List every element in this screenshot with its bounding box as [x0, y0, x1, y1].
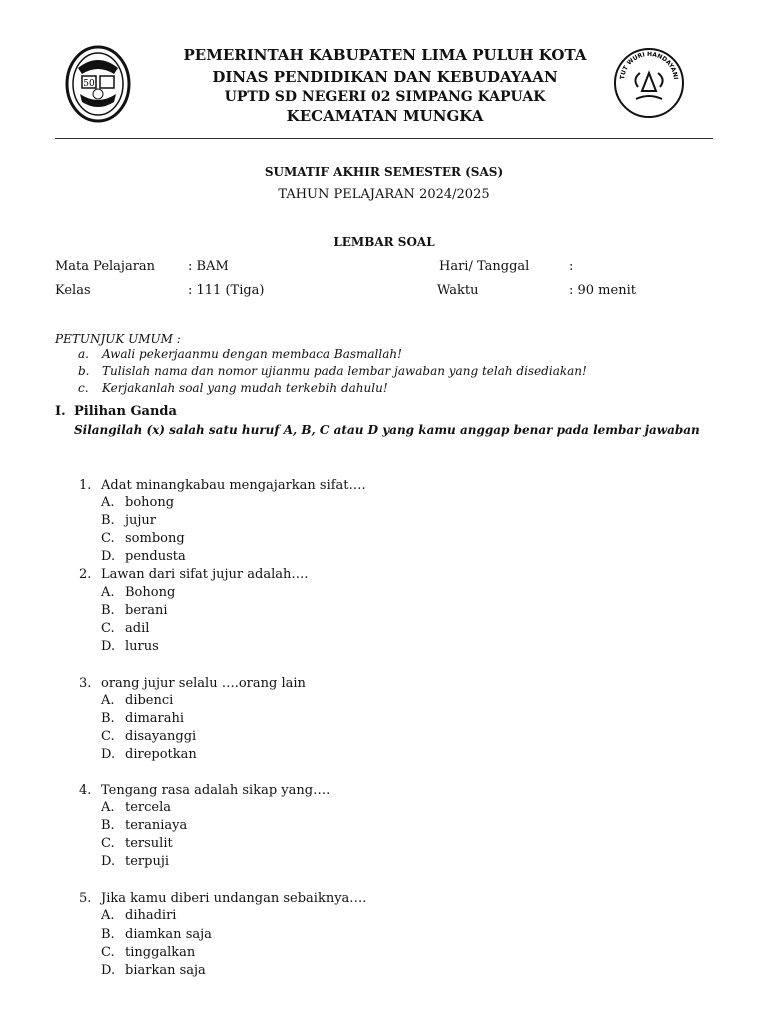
time-value: : 90 menit [569, 283, 636, 298]
q5-option-a: dihadiri [125, 908, 177, 923]
q2-option-b: berani [125, 603, 168, 618]
q4-option-a-letter: A. [101, 800, 115, 815]
class-label: Kelas [55, 283, 91, 298]
q3-option-b-letter: B. [101, 711, 115, 726]
logo-motto-text: TUT WURI HANDAYANI [619, 50, 679, 80]
section-number: I. [55, 404, 66, 419]
q3-option-a: dibenci [125, 693, 174, 708]
subject-label: Mata Pelajaran [55, 259, 156, 274]
instruction-text-a: Awali pekerjaanmu dengan membaca Basmallah! [102, 347, 402, 361]
q5-option-c-letter: C. [101, 945, 115, 960]
q1-option-a: bohong [125, 495, 175, 510]
q2-option-d: lurus [125, 639, 159, 654]
q1-option-d: pendusta [125, 549, 186, 564]
q1-option-b-letter: B. [101, 513, 115, 528]
q4-option-b: teraniaya [125, 818, 188, 833]
header-divider [55, 138, 713, 139]
q1-option-c-letter: C. [101, 531, 115, 546]
q3-option-c: disayanggi [125, 729, 197, 744]
date-label: Hari/ Tanggal [439, 259, 530, 274]
instruction-text-c: Kerjakanlah soal yang mudah terkebih dahulu! [102, 381, 388, 395]
q5-option-d-letter: D. [101, 963, 116, 978]
question-5-text: Jika kamu diberi undangan sebaiknya…. [101, 891, 367, 906]
exam-title: SUMATIF AKHIR SEMESTER (SAS) [264, 165, 504, 179]
q3-option-d: direpotkan [125, 747, 197, 762]
question-2-text: Lawan dari sifat jujur adalah…. [101, 567, 309, 582]
q5-option-d: biarkan saja [125, 963, 206, 978]
q2-option-d-letter: D. [101, 639, 116, 654]
time-label: Waktu [437, 283, 479, 298]
question-4-number: 4. [79, 783, 92, 798]
class-value: : 111 (Tiga) [188, 283, 265, 298]
instruction-letter-a: a. [78, 347, 89, 361]
tut-wuri-handayani-logo [612, 43, 686, 123]
q5-option-a-letter: A. [101, 908, 115, 923]
subject-value: : BAM [188, 259, 229, 274]
regency-emblem-logo [64, 44, 132, 124]
question-5-number: 5. [79, 891, 92, 906]
instruction-text-b: Tulislah nama dan nomor ujianmu pada lembar jawaban yang telah disediakan! [102, 364, 587, 378]
q1-option-a-letter: A. [101, 495, 115, 510]
q2-option-a-letter: A. [101, 585, 115, 600]
q5-option-c: tinggalkan [125, 945, 196, 960]
instructions-heading: PETUNJUK UMUM : [55, 332, 181, 346]
q4-option-b-letter: B. [101, 818, 115, 833]
header-line-3: UPTD SD NEGERI 02 SIMPANG KAPUAK [224, 89, 546, 105]
q4-option-d: terpuji [125, 854, 170, 869]
question-3-number: 3. [79, 676, 92, 691]
section-instruction: Silangilah (x) salah satu huruf A, B, C atau D yang kamu anggap benar pada lembar jawaban [74, 423, 700, 437]
emblem-number: 50 [83, 79, 95, 89]
question-1-text: Adat minangkabau mengajarkan sifat…. [101, 478, 366, 493]
sheet-title: LEMBAR SOAL [333, 235, 435, 249]
q3-option-a-letter: A. [101, 693, 115, 708]
question-4-text: Tengang rasa adalah sikap yang…. [101, 783, 331, 798]
question-2-number: 2. [79, 567, 92, 582]
instruction-letter-c: c. [78, 381, 89, 395]
header-line-2: DINAS PENDIDIKAN DAN KEBUDAYAAN [212, 68, 558, 86]
q4-option-c-letter: C. [101, 836, 115, 851]
q5-option-b: diamkan saja [125, 927, 212, 942]
school-year: TAHUN PELAJARAN 2024/2025 [278, 187, 490, 202]
q1-option-b: jujur [125, 513, 157, 528]
q4-option-a: tercela [125, 800, 172, 815]
question-3-text: orang jujur selalu ….orang lain [101, 676, 306, 691]
q4-option-c: tersulit [125, 836, 173, 851]
q3-option-b: dimarahi [125, 711, 185, 726]
q1-option-c: sombong [125, 531, 185, 546]
header-line-1: PEMERINTAH KABUPATEN LIMA PULUH KOTA [183, 46, 587, 64]
q1-option-d-letter: D. [101, 549, 116, 564]
header-line-4: KECAMATAN MUNGKA [286, 107, 484, 125]
q2-option-a: Bohong [125, 585, 176, 600]
date-value: : [569, 259, 574, 274]
section-title: Pilihan Ganda [74, 404, 177, 419]
instruction-letter-b: b. [78, 364, 90, 378]
q4-option-d-letter: D. [101, 854, 116, 869]
q2-option-b-letter: B. [101, 603, 115, 618]
q5-option-b-letter: B. [101, 927, 115, 942]
question-1-number: 1. [79, 478, 92, 493]
q3-option-d-letter: D. [101, 747, 116, 762]
q3-option-c-letter: C. [101, 729, 115, 744]
q2-option-c-letter: C. [101, 621, 115, 636]
q2-option-c: adil [125, 621, 150, 636]
